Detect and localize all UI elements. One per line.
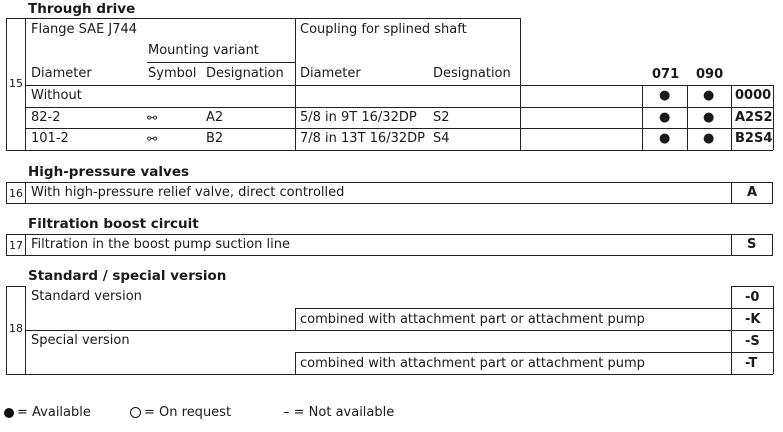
row-101-2-coupling-diameter: 7/8 in 13T 16/32DP [300, 131, 425, 146]
table15-bottom-border [6, 150, 773, 151]
legend-on-request: = On request [144, 405, 232, 420]
standard-version-label: Standard version [31, 289, 142, 304]
high-pressure-text: With high-pressure relief valve, direct controlled [31, 185, 345, 200]
available-dot-071-row1: ● [659, 88, 671, 103]
v-sub-line-2 [295, 352, 773, 353]
col-diameter: Diameter [31, 66, 92, 81]
table15-top-border [6, 18, 521, 19]
col-symbol: Symbol [148, 66, 197, 81]
position-15: 15 [9, 77, 23, 90]
code-minus-t: -T [745, 356, 758, 371]
standard-combined-label: combined with attachment part or attachment pump [300, 312, 645, 327]
col-designation: Designation [206, 66, 284, 81]
table15-row2-bottom [25, 128, 773, 129]
table15-left-border [6, 18, 7, 150]
col-coupling-diameter: Diameter [300, 66, 361, 81]
size-071-header: 071 [652, 67, 680, 82]
filtration-text: Filtration in the boost pump suction line [31, 237, 291, 252]
row-82-2-coupling-designation: S2 [433, 110, 450, 125]
size-090-header: 090 [696, 67, 724, 82]
mounting-variant-label: Mounting variant [148, 43, 259, 58]
table15-right-border [773, 85, 774, 150]
table15-row1-bottom [25, 107, 773, 108]
special-combined-label: combined with attachment part or attachment pump [300, 356, 645, 371]
v-bottom-border [6, 374, 773, 375]
code-s: S [747, 237, 757, 252]
special-version-label: Special version [31, 333, 130, 348]
available-dot-071-row3: ● [659, 131, 671, 146]
coupling-symbol-icon: ⚯ [147, 111, 158, 125]
coupling-symbol-icon: ⚯ [147, 132, 158, 146]
v-group-divider [25, 330, 773, 331]
v-code-top [731, 286, 773, 287]
row-82-2-designation: A2 [206, 110, 224, 125]
row-101-2-diameter: 101-2 [31, 131, 69, 146]
code-0000: 0000 [735, 88, 772, 103]
available-dot-090-row3: ● [703, 131, 715, 146]
code-minus-k: -K [745, 312, 761, 327]
filt-code-divider [731, 234, 732, 256]
version-title: Standard / special version [28, 268, 227, 284]
table15-090-divider [687, 85, 688, 150]
available-dot-071-row2: ● [659, 110, 671, 125]
available-dot-090-row1: ● [703, 88, 715, 103]
row-without-diameter: Without [31, 88, 82, 103]
col-coupling-designation: Designation [433, 66, 511, 81]
legend-not-available: – = Not available [283, 405, 395, 420]
v-sub-left-1 [295, 308, 296, 330]
v-sub-left-2 [295, 352, 296, 374]
hp-code-divider [731, 182, 732, 204]
position-18: 18 [9, 322, 23, 335]
table15-header-bottom [25, 85, 773, 86]
mounting-variant-underline [147, 62, 295, 63]
hp-pos-divider [25, 182, 26, 204]
table15-right-divider [520, 18, 521, 150]
filt-pos-divider [25, 234, 26, 256]
open-circle-icon [130, 407, 141, 418]
high-pressure-title: High-pressure valves [28, 164, 190, 180]
available-dot-090-row2: ● [703, 110, 715, 125]
legend-available: = Available [17, 405, 91, 420]
table15-pos-divider [25, 18, 26, 150]
v-left-border [6, 286, 7, 374]
filtration-title: Filtration boost circuit [28, 216, 199, 232]
table15-code-divider [731, 85, 732, 150]
position-17: 17 [9, 239, 23, 252]
code-b2s4: B2S4 [735, 131, 773, 146]
row-101-2-coupling-designation: S4 [433, 131, 450, 146]
row-82-2-coupling-diameter: 5/8 in 9T 16/32DP [300, 110, 417, 125]
v-top-left [6, 286, 26, 287]
code-a2s2: A2S2 [735, 110, 773, 125]
code-a: A [747, 185, 758, 200]
filled-dot-icon [4, 408, 14, 418]
through-drive-title: Through drive [28, 1, 136, 17]
row-82-2-diameter: 82-2 [31, 110, 61, 125]
v-right-border [773, 286, 774, 374]
flange-label: Flange SAE J744 [31, 22, 138, 37]
code-minus-s: -S [745, 334, 760, 349]
row-101-2-designation: B2 [206, 131, 224, 146]
v-sub-line-1 [295, 308, 773, 309]
table15-coupling-divider [295, 18, 296, 150]
v-code-divider [731, 286, 732, 374]
coupling-label: Coupling for splined shaft [300, 22, 467, 37]
code-minus-0: -0 [745, 290, 760, 305]
table15-071-divider [642, 85, 643, 150]
position-16: 16 [9, 187, 23, 200]
